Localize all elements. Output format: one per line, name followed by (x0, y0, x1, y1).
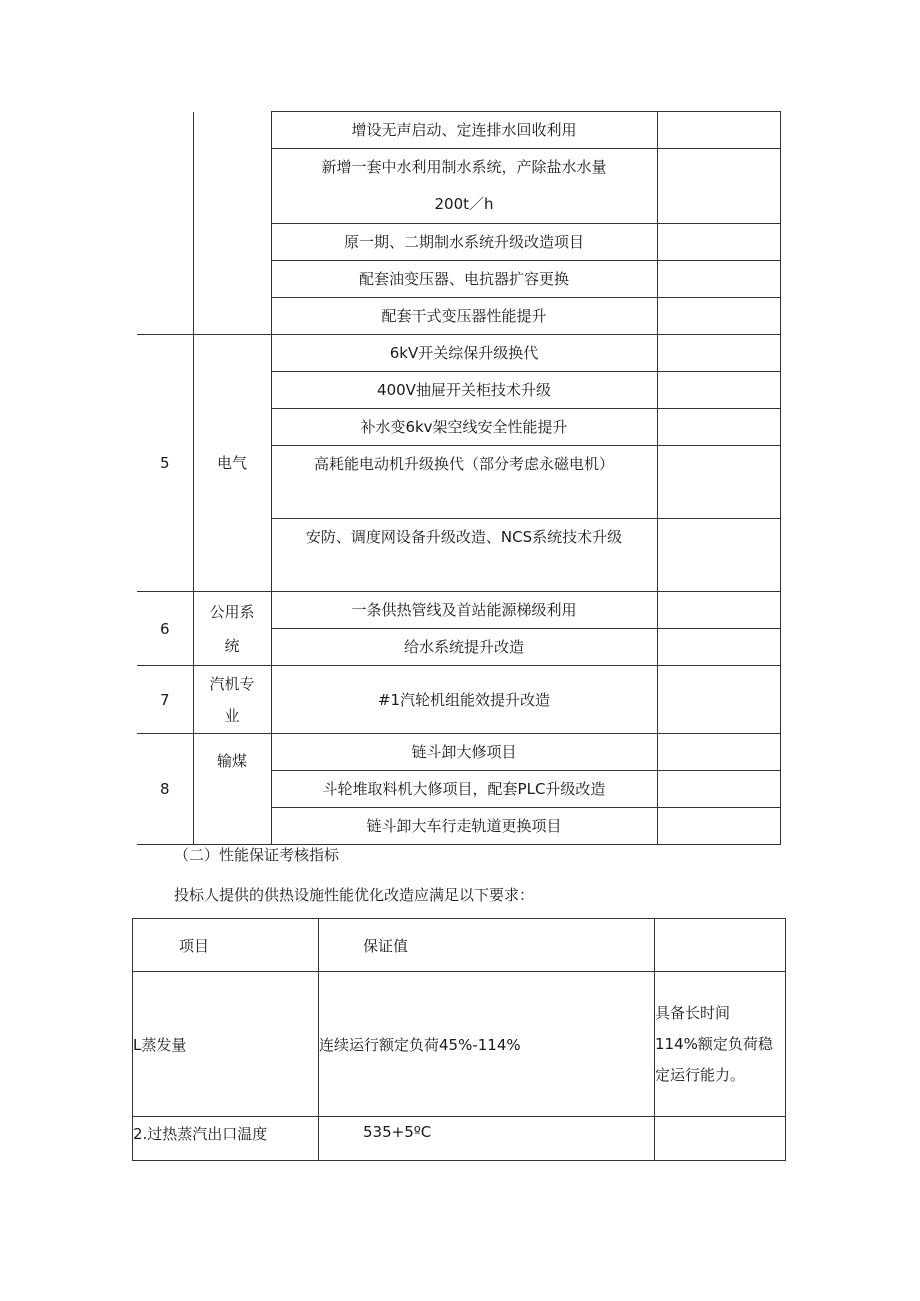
value-cell: 535+5ºC (319, 1117, 655, 1161)
note-cell (657, 261, 780, 298)
project-cell: 链斗卸大修项目 (271, 734, 657, 771)
seq-cell: 5 (137, 335, 193, 592)
seq-cell-cont (137, 112, 193, 335)
project-cell: 补水变6kv架空线安全性能提升 (271, 409, 657, 446)
project-cell: 链斗卸大车行走轨道更换项目 (271, 808, 657, 845)
project-cell: 配套干式变压器性能提升 (271, 298, 657, 335)
note-line: 114%额定负荷稳 (655, 1034, 773, 1053)
note-line: 定运行能力。 (655, 1065, 746, 1084)
section-intro: 投标人提供的供热设施性能优化改造应满足以下要求： (174, 886, 535, 904)
note-cell (657, 149, 780, 224)
header-cell-item: 项目 (133, 919, 319, 972)
project-cell: 给水系统提升改造 (271, 629, 657, 666)
project-cell (271, 149, 657, 224)
note-cell (657, 335, 780, 372)
project-line: 新增一套中水利用制水系统，产除盐水水量 (321, 158, 607, 176)
category-cell: 输煤 (193, 734, 271, 845)
note-cell (657, 446, 780, 519)
header-cell-value: 保证值 (319, 919, 655, 972)
note-cell (655, 1117, 786, 1161)
note-cell (657, 372, 780, 409)
note-line: 具备长时间 (655, 1003, 731, 1022)
category-line: 业 (224, 706, 240, 725)
category-line: 公用系 (209, 602, 255, 621)
note-cell (657, 224, 780, 261)
project-cell: 原一期、二期制水系统升级改造项目 (271, 224, 657, 261)
item-cell: L蒸发量 (133, 972, 319, 1117)
note-cell (655, 972, 786, 1117)
note-cell (657, 112, 780, 149)
note-cell (657, 629, 780, 666)
category-cell-cont (193, 112, 271, 335)
performance-guarantee-table (132, 918, 786, 1161)
project-cell: 斗轮堆取料机大修项目，配套PLC升级改造 (271, 771, 657, 808)
project-cell: 增设无声启动、定连排水回收利用 (271, 112, 657, 149)
project-cell: 高耗能电动机升级换代（部分考虑永磁电机） (271, 446, 657, 519)
note-cell (657, 771, 780, 808)
note-cell (657, 519, 780, 592)
project-line: 200t／h (434, 195, 494, 213)
seq-cell: 8 (137, 734, 193, 845)
header-cell-note (655, 919, 786, 972)
section-heading: （二）性能保证考核指标 (174, 846, 340, 864)
category-cell (193, 666, 271, 734)
category-line: 统 (224, 636, 240, 655)
category-cell: 电气 (193, 335, 271, 592)
note-cell (657, 298, 780, 335)
project-cell: 400V抽屉开关柜技术升级 (271, 372, 657, 409)
project-cell: #1汽轮机组能效提升改造 (271, 666, 657, 734)
category-line: 汽机专 (209, 674, 255, 693)
seq-cell: 7 (137, 666, 193, 734)
note-cell (657, 734, 780, 771)
seq-cell: 6 (137, 592, 193, 666)
project-cell: 配套油变压器、电抗器扩容更换 (271, 261, 657, 298)
note-cell (657, 808, 780, 845)
note-cell (657, 666, 780, 734)
note-cell (657, 409, 780, 446)
note-cell (657, 592, 780, 629)
project-cell: 安防、调度网设备升级改造、NCS系统技术升级 (271, 519, 657, 592)
upgrade-projects-table (137, 111, 781, 845)
project-cell: 一条供热管线及首站能源梯级利用 (271, 592, 657, 629)
category-cell (193, 592, 271, 666)
value-cell: 连续运行额定负荷45%-114% (319, 972, 655, 1117)
project-cell: 6kV开关综保升级换代 (271, 335, 657, 372)
item-cell: 2.过热蒸汽出口温度 (133, 1117, 319, 1161)
